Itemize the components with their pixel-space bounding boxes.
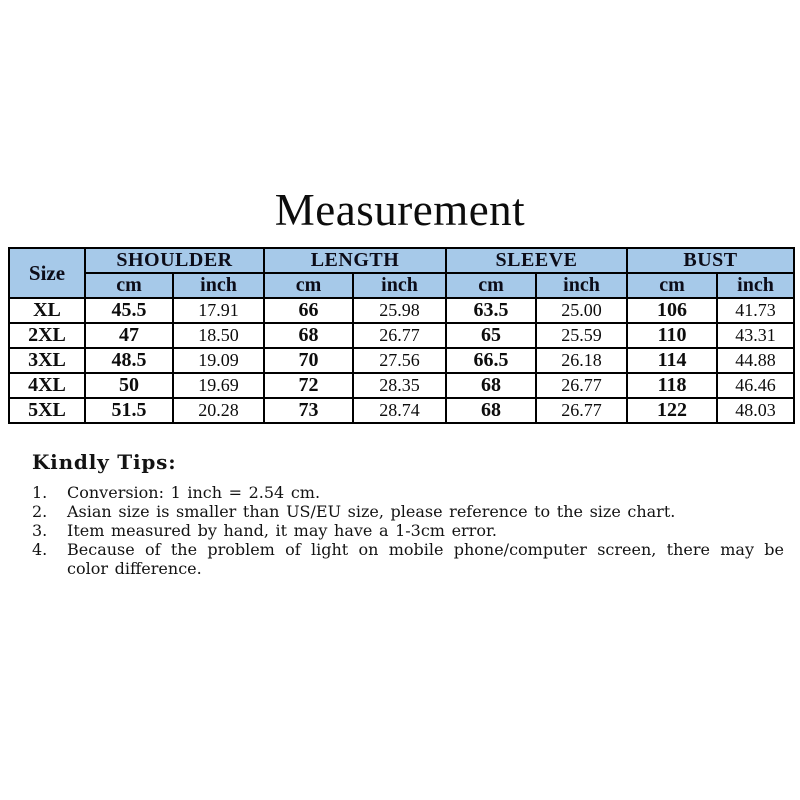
length-inch-header: inch (353, 273, 446, 298)
bust-inch-header: inch (717, 273, 794, 298)
shoulder-inch-cell: 20.28 (173, 398, 264, 423)
tip-text: Conversion: 1 inch = 2.54 cm. (67, 483, 321, 502)
tip-item (32, 483, 784, 502)
shoulder-cm-header: cm (85, 273, 173, 298)
length-cm-cell: 68 (264, 323, 353, 348)
shoulder-inch-cell: 18.50 (173, 323, 264, 348)
shoulder-inch-cell: 17.91 (173, 298, 264, 323)
tip-item (32, 521, 784, 540)
bust-inch-cell: 43.31 (717, 323, 794, 348)
group-header-row (9, 248, 794, 273)
shoulder-inch-cell: 19.69 (173, 373, 264, 398)
bust-cm-cell: 106 (627, 298, 717, 323)
length-cm-cell: 72 (264, 373, 353, 398)
shoulder-cm-cell: 48.5 (85, 348, 173, 373)
size-row-3xl (9, 348, 794, 373)
sleeve-inch-cell: 25.00 (536, 298, 627, 323)
length-inch-cell: 26.77 (353, 323, 446, 348)
sleeve-cm-header: cm (446, 273, 536, 298)
tip-number: 4. (32, 540, 48, 559)
bust-inch-cell: 48.03 (717, 398, 794, 423)
size-row-xl (9, 298, 794, 323)
bust-cm-cell: 122 (627, 398, 717, 423)
tip-number: 2. (32, 502, 48, 521)
sleeve-inch-cell: 26.18 (536, 348, 627, 373)
sleeve-inch-header: inch (536, 273, 627, 298)
tip-text: Item measured by hand, it may have a 1-3cm error. (67, 521, 497, 540)
tip-text: Asian size is smaller than US/EU size, please reference to the size chart. (67, 502, 676, 521)
sleeve-inch-cell: 26.77 (536, 398, 627, 423)
bust-cm-cell: 118 (627, 373, 717, 398)
group-header-bust: BUST (627, 248, 794, 273)
sleeve-cm-cell: 68 (446, 373, 536, 398)
bust-inch-cell: 44.88 (717, 348, 794, 373)
length-cm-cell: 70 (264, 348, 353, 373)
length-inch-cell: 27.56 (353, 348, 446, 373)
length-inch-cell: 25.98 (353, 298, 446, 323)
length-inch-cell: 28.35 (353, 373, 446, 398)
bust-inch-cell: 46.46 (717, 373, 794, 398)
tips-section (32, 452, 784, 578)
bust-cm-cell: 110 (627, 323, 717, 348)
shoulder-cm-cell: 51.5 (85, 398, 173, 423)
shoulder-cm-cell: 47 (85, 323, 173, 348)
bust-cm-header: cm (627, 273, 717, 298)
tips-heading: Kindly Tips: (32, 450, 177, 474)
tip-item (32, 502, 784, 521)
shoulder-cm-cell: 50 (85, 373, 173, 398)
size-row-5xl (9, 398, 794, 423)
length-inch-cell: 28.74 (353, 398, 446, 423)
bust-cm-cell: 114 (627, 348, 717, 373)
group-header-sleeve: SLEEVE (446, 248, 627, 273)
size-cell: XL (9, 298, 85, 323)
length-cm-cell: 66 (264, 298, 353, 323)
size-cell: 5XL (9, 398, 85, 423)
size-row-4xl (9, 373, 794, 398)
unit-header-row (9, 273, 794, 298)
sleeve-cm-cell: 65 (446, 323, 536, 348)
tip-number: 3. (32, 521, 48, 540)
tips-list (32, 483, 784, 578)
shoulder-inch-header: inch (173, 273, 264, 298)
group-header-length: LENGTH (264, 248, 446, 273)
size-cell: 3XL (9, 348, 85, 373)
tip-number: 1. (32, 483, 48, 502)
size-column-header: Size (9, 248, 85, 298)
sleeve-cm-cell: 63.5 (446, 298, 536, 323)
shoulder-cm-cell: 45.5 (85, 298, 173, 323)
bust-inch-cell: 41.73 (717, 298, 794, 323)
size-cell: 2XL (9, 323, 85, 348)
length-cm-cell: 73 (264, 398, 353, 423)
tip-text: Because of the problem of light on mobile phone/computer screen, there may be color difference. (67, 540, 784, 578)
group-header-shoulder: SHOULDER (85, 248, 264, 273)
sleeve-cm-cell: 68 (446, 398, 536, 423)
size-row-2xl (9, 323, 794, 348)
size-cell: 4XL (9, 373, 85, 398)
sleeve-inch-cell: 25.59 (536, 323, 627, 348)
shoulder-inch-cell: 19.09 (173, 348, 264, 373)
sleeve-inch-cell: 26.77 (536, 373, 627, 398)
size-table (8, 247, 795, 424)
page-title: Measurement (274, 185, 526, 235)
sleeve-cm-cell: 66.5 (446, 348, 536, 373)
length-cm-header: cm (264, 273, 353, 298)
tip-item (32, 540, 784, 578)
